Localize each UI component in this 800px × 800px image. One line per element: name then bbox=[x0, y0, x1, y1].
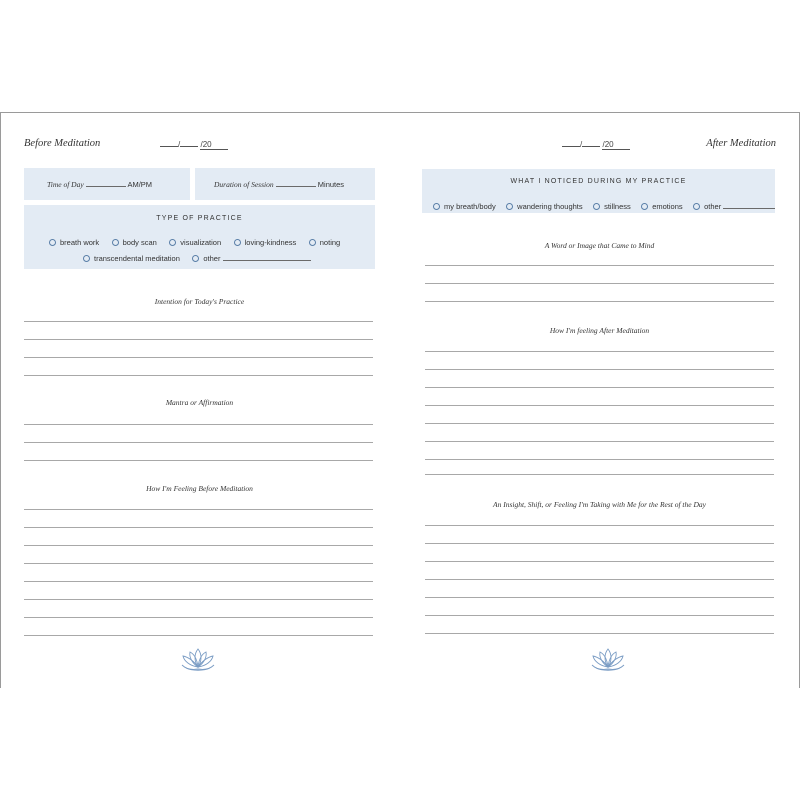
insight-heading: An Insight, Shift, or Feeling I'm Taking with Me for the Rest of the Day bbox=[493, 500, 706, 509]
writing-line[interactable] bbox=[24, 581, 373, 582]
writing-line[interactable] bbox=[425, 597, 774, 598]
writing-line[interactable] bbox=[24, 321, 373, 322]
radio-circle-icon bbox=[506, 203, 513, 210]
option-breath-body[interactable]: my breath/body bbox=[433, 202, 496, 211]
time-of-day-label: Time of Day bbox=[47, 180, 84, 189]
writing-line[interactable] bbox=[425, 441, 774, 442]
right-date-year: /20 bbox=[602, 140, 614, 149]
option-transcendental-meditation[interactable]: transcendental meditation bbox=[83, 254, 180, 263]
option-other[interactable]: other bbox=[192, 254, 310, 263]
time-of-day-box bbox=[24, 168, 190, 200]
writing-line[interactable] bbox=[24, 563, 373, 564]
writing-line[interactable] bbox=[425, 633, 774, 634]
radio-circle-icon bbox=[83, 255, 90, 262]
left-page-title: Before Meditation bbox=[24, 138, 101, 149]
radio-circle-icon bbox=[693, 203, 700, 210]
duration-label: Duration of Session bbox=[214, 180, 274, 189]
option-wandering-thoughts[interactable]: wandering thoughts bbox=[506, 202, 582, 211]
word-image-heading: A Word or Image that Came to Mind bbox=[544, 241, 655, 250]
option-emotions[interactable]: emotions bbox=[641, 202, 682, 211]
writing-line[interactable] bbox=[24, 635, 373, 636]
radio-circle-icon bbox=[169, 239, 176, 246]
option-noting[interactable]: noting bbox=[309, 238, 340, 247]
radio-circle-icon bbox=[49, 239, 56, 246]
other-practice-input[interactable] bbox=[223, 260, 311, 261]
option-other-noticed[interactable]: other bbox=[693, 202, 775, 211]
feeling-before-heading: How I'm Feeling Before Meditation bbox=[146, 484, 253, 493]
left-date-field[interactable]: / /20 bbox=[160, 140, 228, 150]
writing-line[interactable] bbox=[24, 617, 373, 618]
duration-input[interactable] bbox=[276, 186, 316, 187]
option-stillness[interactable]: stillness bbox=[593, 202, 631, 211]
writing-line[interactable] bbox=[24, 460, 373, 461]
radio-circle-icon bbox=[192, 255, 199, 262]
feeling-after-heading: How I'm feeling After Meditation bbox=[549, 326, 650, 335]
writing-line[interactable] bbox=[425, 525, 774, 526]
noticed-box bbox=[422, 169, 775, 213]
writing-line[interactable] bbox=[425, 579, 774, 580]
writing-line[interactable] bbox=[24, 527, 373, 528]
type-of-practice-box bbox=[24, 205, 375, 269]
other-noticed-input[interactable] bbox=[723, 208, 775, 209]
radio-circle-icon bbox=[433, 203, 440, 210]
intention-heading: Intention for Today's Practice bbox=[154, 297, 245, 306]
writing-line[interactable] bbox=[425, 561, 774, 562]
time-of-day-input[interactable] bbox=[86, 186, 126, 187]
radio-circle-icon bbox=[234, 239, 241, 246]
writing-line[interactable] bbox=[24, 545, 373, 546]
writing-line[interactable] bbox=[425, 283, 774, 284]
writing-line[interactable] bbox=[24, 509, 373, 510]
writing-line[interactable] bbox=[425, 351, 774, 352]
radio-circle-icon bbox=[593, 203, 600, 210]
noticed-options-row bbox=[433, 196, 775, 214]
writing-line[interactable] bbox=[425, 301, 774, 302]
writing-line[interactable] bbox=[24, 375, 373, 376]
option-breath-work[interactable]: breath work bbox=[49, 238, 99, 247]
right-date-field[interactable]: / /20 bbox=[562, 140, 630, 150]
writing-line[interactable] bbox=[425, 474, 774, 475]
lotus-icon bbox=[588, 645, 628, 673]
writing-line[interactable] bbox=[425, 459, 774, 460]
option-loving-kindness[interactable]: loving-kindness bbox=[234, 238, 297, 247]
writing-line[interactable] bbox=[425, 423, 774, 424]
writing-line[interactable] bbox=[425, 405, 774, 406]
option-body-scan[interactable]: body scan bbox=[112, 238, 157, 247]
right-page-title: After Meditation bbox=[706, 138, 776, 149]
writing-line[interactable] bbox=[24, 339, 373, 340]
radio-circle-icon bbox=[641, 203, 648, 210]
writing-line[interactable] bbox=[425, 543, 774, 544]
radio-circle-icon bbox=[112, 239, 119, 246]
writing-line[interactable] bbox=[24, 424, 373, 425]
writing-line[interactable] bbox=[425, 615, 774, 616]
practice-options-row-2 bbox=[83, 248, 319, 266]
writing-line[interactable] bbox=[24, 599, 373, 600]
radio-circle-icon bbox=[309, 239, 316, 246]
option-visualization[interactable]: visualization bbox=[169, 238, 221, 247]
time-of-day-unit: AM/PM bbox=[127, 180, 153, 189]
type-of-practice-heading: TYPE OF PRACTICE bbox=[156, 215, 243, 222]
writing-line[interactable] bbox=[425, 387, 774, 388]
mantra-heading: Mantra or Affirmation bbox=[165, 398, 234, 407]
lotus-icon bbox=[178, 645, 218, 673]
writing-line[interactable] bbox=[425, 265, 774, 266]
writing-line[interactable] bbox=[24, 357, 373, 358]
writing-line[interactable] bbox=[24, 442, 373, 443]
noticed-heading: WHAT I NOTICED DURING MY PRACTICE bbox=[510, 178, 687, 185]
writing-line[interactable] bbox=[425, 369, 774, 370]
duration-box bbox=[195, 168, 375, 200]
duration-unit: Minutes bbox=[317, 180, 345, 189]
left-date-year: /20 bbox=[200, 140, 212, 149]
